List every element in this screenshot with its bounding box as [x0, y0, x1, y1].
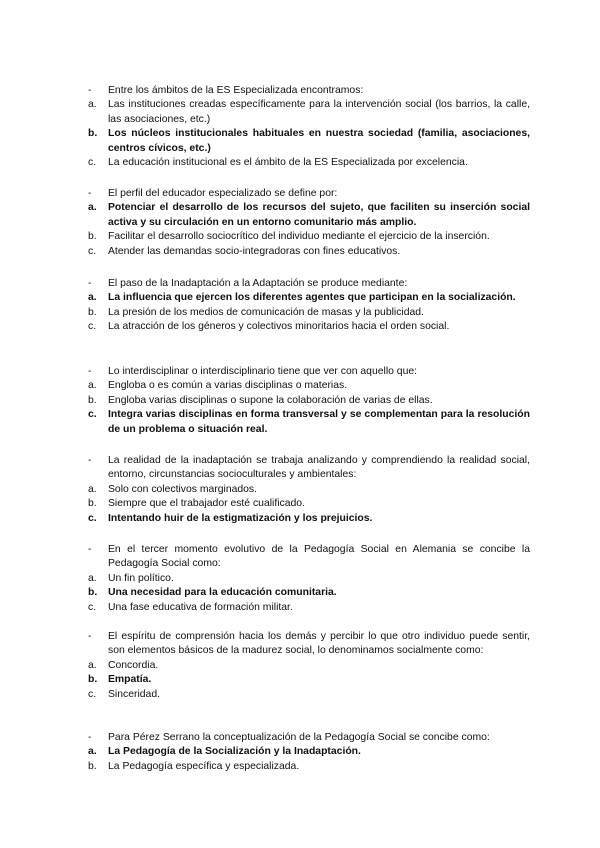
option-b-correct: b. Una necesidad para la educación comunitaria.: [88, 587, 337, 599]
option-b-correct: b. Los núcleos institucionales habituales en nuestra sociedad (familia, asociaciones, centros cívicos, etc.): [88, 128, 530, 154]
option-b: b. La Pedagogía específica y especializada.: [88, 760, 300, 772]
question-stem: - El paso de la Inadaptación a la Adaptación se produce mediante:: [88, 278, 408, 289]
question-stem: - La realidad de la inadaptación se trabaja analizando y comprendiendo la realidad social, entorno, circunstancias socioculturales y ambientales:: [88, 455, 530, 481]
option-a: a. Engloba o es común a varias disciplinas o materias.: [88, 380, 348, 392]
question-5: [88, 454, 530, 526]
option-a-correct: a. Potenciar el desarrollo de los recursos del sujeto, que faciliten su inserción social activa y su circulación en un entorno comunitario más amplio.: [88, 202, 530, 228]
option-a-correct: a. La influencia que ejercen los diferentes agentes que participan en la socialización.: [88, 292, 516, 304]
option-b: b. Facilitar el desarrollo sociocrítico del individuo mediante el ejercicio de la inserción.: [88, 231, 490, 243]
question-8: [88, 731, 530, 774]
option-a: a. Un fin político.: [88, 572, 174, 584]
option-b: b. Engloba varias disciplinas o supone la colaboración de varias de ellas.: [88, 394, 433, 406]
question-stem: - Para Pérez Serrano la conceptualización de la Pedagogía Social se concibe como:: [88, 732, 490, 743]
option-c: c. Una fase educativa de formación militar.: [88, 601, 293, 613]
question-stem: - El espíritu de comprensión hacia los demás y percibir lo que otro individuo puede sentir, son elementos básicos de la madurez social, lo denominamos socialmente como:: [88, 631, 530, 657]
option-a-correct: a. La Pedagogía de la Socialización y la Inadaptación.: [88, 746, 361, 758]
option-c: c. Atender las demandas socio-integradoras con fines educativos.: [88, 245, 401, 257]
question-3: [88, 277, 530, 335]
option-c-correct: c. Integra varias disciplinas en forma transversal y se complementan para la resolución de un problema o situación real.: [88, 409, 530, 435]
option-b: b. La presión de los medios de comunicación de masas y la publicidad.: [88, 306, 424, 318]
question-2: [88, 187, 530, 259]
question-7: [88, 630, 530, 702]
option-a: a. Solo con colectivos marginados.: [88, 483, 258, 495]
question-stem: - Entre los ámbitos de la ES Especializada encontramos:: [88, 85, 364, 96]
option-b-correct: b. Empatía.: [88, 674, 152, 686]
option-a: a. Las instituciones creadas específicamente para la intervención social (los barrios, la calle, las asociaciones, etc.): [88, 99, 530, 125]
option-c: c. La atracción de los géneros y colectivos minoritarios hacia el orden social.: [88, 321, 450, 333]
option-b: b. Siempre que el trabajador esté cualificado.: [88, 498, 305, 510]
option-a: a. Concordia.: [88, 659, 159, 671]
question-stem: - El perfil del educador especializado se define por:: [88, 188, 338, 199]
question-1: [88, 84, 530, 170]
question-stem: - Lo interdisciplinar o interdisciplinario tiene que ver con aquello que:: [88, 366, 418, 377]
option-c: c. Sinceridad.: [88, 688, 160, 700]
option-c: c. La educación institucional es el ámbito de la ES Especializada por excelencia.: [88, 157, 468, 169]
question-stem: - En el tercer momento evolutivo de la Pedagogía Social en Alemania se concibe la Pedagogía Social como:: [88, 544, 530, 570]
question-4: [88, 365, 530, 437]
option-c-correct: c. Intentando huir de la estigmatización y los prejuicios.: [88, 512, 373, 524]
question-6: [88, 543, 530, 615]
